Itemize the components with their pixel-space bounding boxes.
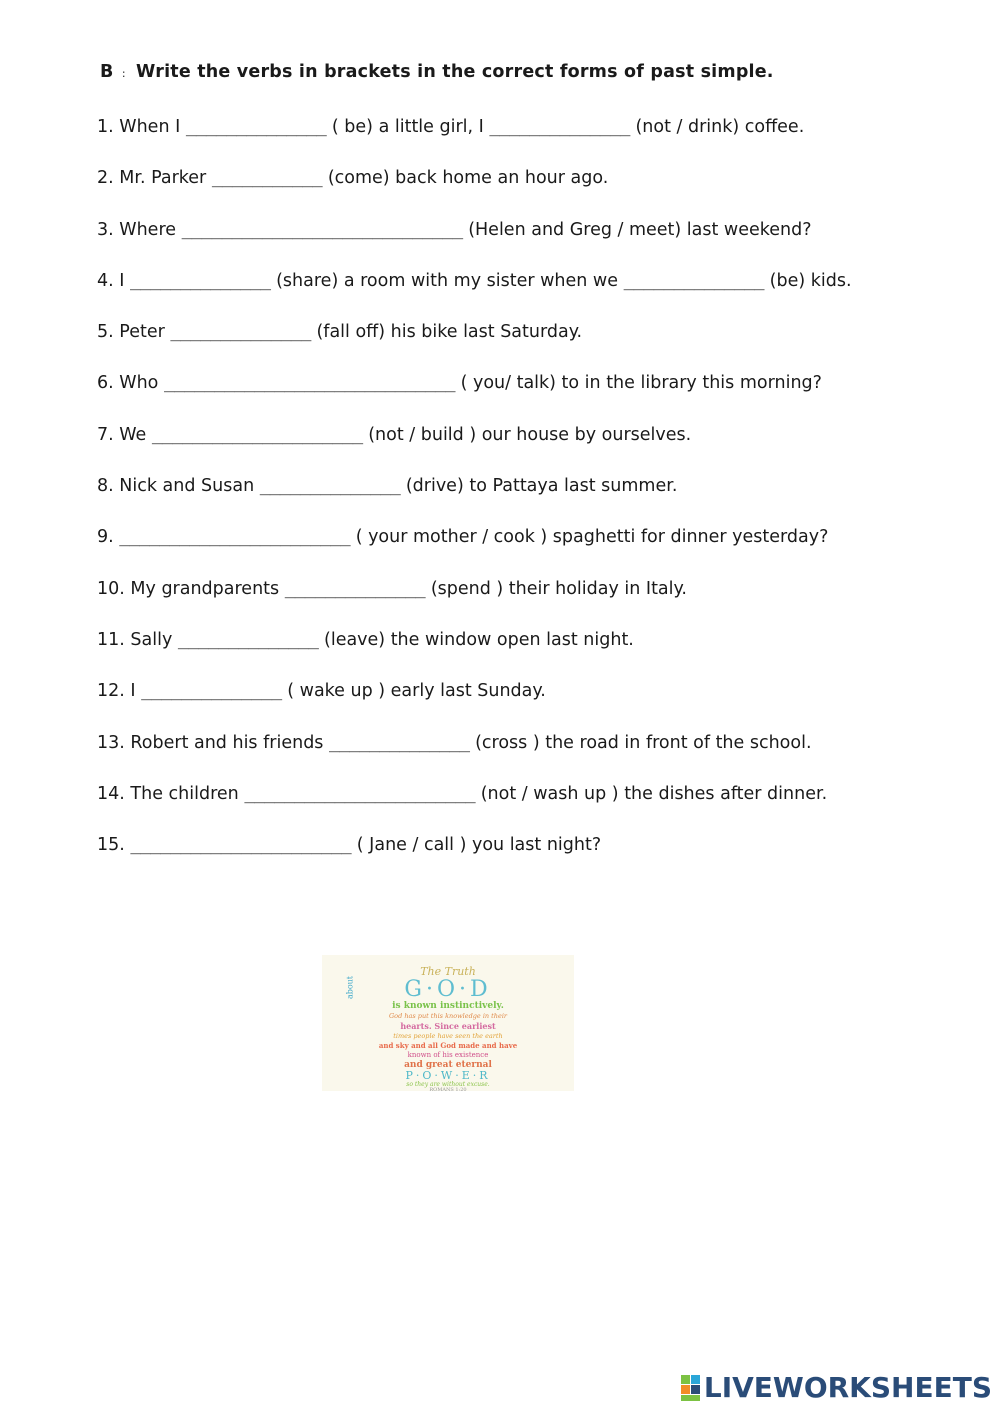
item-text: Peter xyxy=(119,322,171,343)
picture-line: ROMANS 1:20 xyxy=(429,1087,467,1091)
answer-blank[interactable]: ______________ xyxy=(141,681,282,702)
answer-blank[interactable]: _____________________ xyxy=(151,424,363,445)
exercise-item-8 xyxy=(97,472,977,523)
item-text: Who xyxy=(119,373,164,394)
item-number: 3. xyxy=(97,219,114,240)
answer-blank[interactable]: ______________ xyxy=(177,629,319,650)
item-text: (Helen and Greg / meet) last weekend? xyxy=(468,219,812,240)
item-text: I xyxy=(130,681,142,702)
picture-line: and sky and all God made and have xyxy=(378,1041,518,1050)
item-text: The children xyxy=(130,783,245,804)
item-text: (not / build ) our house by ourselves. xyxy=(368,424,692,445)
item-text: Sally xyxy=(130,629,178,650)
item-text: ( wake up ) early last Sunday. xyxy=(287,681,546,702)
answer-blank[interactable]: ______________ xyxy=(170,322,311,343)
item-text: (cross ) the road in front of the school. xyxy=(475,732,812,753)
picture-line: about xyxy=(345,975,355,1000)
item-text: Mr. Parker xyxy=(119,168,212,189)
exercise-item-3 xyxy=(97,216,977,267)
answer-blank[interactable]: ______________ xyxy=(489,117,630,137)
item-text: ( you/ talk) to in the library this morning? xyxy=(460,373,822,394)
item-number: 15. xyxy=(97,835,125,856)
picture-line: G·O·D xyxy=(404,977,492,1002)
answer-blank[interactable]: ______________ xyxy=(185,117,327,137)
item-number: 8. xyxy=(97,476,114,497)
picture-line: and great eternal xyxy=(404,1060,492,1070)
item-number: 4. xyxy=(97,270,114,291)
exercise-item-5 xyxy=(97,318,977,369)
answer-blank[interactable]: ______________________ xyxy=(130,835,352,856)
exercise-item-12 xyxy=(97,677,977,728)
item-text: My grandparents xyxy=(130,578,285,599)
item-number: 9. xyxy=(97,527,114,548)
item-text: (fall off) his bike last Saturday. xyxy=(316,322,583,343)
liveworksheets-badge-icon xyxy=(680,1373,702,1403)
picture-line: The Truth xyxy=(420,965,476,978)
exercise-item-11 xyxy=(97,626,977,677)
answer-blank[interactable]: _______________________ xyxy=(119,527,351,548)
exercise-item-9 xyxy=(97,523,977,574)
item-text: I xyxy=(119,270,131,291)
exercise-item-7 xyxy=(97,421,977,472)
answer-blank[interactable]: ______________ xyxy=(284,578,426,599)
exercise-item-10 xyxy=(97,575,977,626)
picture-line: P·O·W·E·R xyxy=(405,1069,491,1082)
item-number: 7. xyxy=(97,424,114,445)
picture-line: so they are without excuse. xyxy=(406,1081,490,1088)
exercise-list xyxy=(97,113,977,882)
item-text: Robert and his friends xyxy=(130,732,329,753)
exercise-item-14 xyxy=(97,780,977,831)
item-text: (not / drink) coffee. xyxy=(635,117,805,137)
exercise-heading xyxy=(100,62,774,82)
item-text: We xyxy=(119,424,152,445)
item-number: 12. xyxy=(97,681,125,702)
exercise-item-4 xyxy=(97,267,977,318)
heading-separator: : xyxy=(121,67,126,80)
answer-blank[interactable]: ______________ xyxy=(259,476,401,497)
item-text: (leave) the window open last night. xyxy=(324,629,634,650)
answer-blank[interactable]: ______________ xyxy=(328,732,470,753)
liveworksheets-logo xyxy=(680,1371,992,1405)
item-text: (come) back home an hour ago. xyxy=(327,168,609,189)
answer-blank[interactable]: ____________________________ xyxy=(181,219,463,240)
picture-line: God has put this knowledge in their xyxy=(388,1012,508,1020)
item-number: 2. xyxy=(97,168,114,189)
answer-blank[interactable]: ______________ xyxy=(623,270,765,291)
answer-blank[interactable]: ___________ xyxy=(211,168,323,189)
picture-line: is known instinctively. xyxy=(392,1001,504,1011)
item-text: (be) kids. xyxy=(769,270,852,291)
heading-text: Write the verbs in brackets in the correct forms of past simple. xyxy=(136,62,774,82)
answer-blank[interactable]: _____________________________ xyxy=(163,373,455,394)
exercise-item-13 xyxy=(97,729,977,780)
item-text: Where xyxy=(119,219,182,240)
item-number: 1. xyxy=(97,117,114,137)
item-text: (share) a room with my sister when we xyxy=(276,270,624,291)
item-text: When I xyxy=(119,117,186,137)
exercise-item-1 xyxy=(97,113,977,164)
item-number: 13. xyxy=(97,732,125,753)
item-text: (not / wash up ) the dishes after dinner. xyxy=(480,783,828,804)
item-text: (spend ) their holiday in Italy. xyxy=(430,578,687,599)
exercise-item-2 xyxy=(97,164,977,215)
item-number: 6. xyxy=(97,373,114,394)
item-number: 10. xyxy=(97,578,125,599)
picture-line: times people have seen the earth xyxy=(393,1032,503,1040)
answer-blank[interactable]: ______________ xyxy=(130,270,271,291)
item-text: ( your mother / cook ) spaghetti for dinner yesterday? xyxy=(355,527,829,548)
item-text: (drive) to Pattaya last summer. xyxy=(405,476,678,497)
exercise-item-6 xyxy=(97,369,977,420)
picture-line: known of his existence xyxy=(407,1051,489,1059)
item-number: 11. xyxy=(97,629,125,650)
item-number: 14. xyxy=(97,783,125,804)
item-text: Nick and Susan xyxy=(119,476,260,497)
logo-text: LIVEWORKSHEETS xyxy=(703,1371,992,1404)
picture-line: hearts. Since earliest xyxy=(400,1021,496,1031)
item-text: ( be) a little girl, I xyxy=(331,117,490,137)
item-number: 5. xyxy=(97,322,114,343)
answer-blank[interactable]: _______________________ xyxy=(244,783,476,804)
scripture-picture xyxy=(322,955,574,1091)
item-text: ( Jane / call ) you last night? xyxy=(356,835,602,856)
exercise-item-15 xyxy=(97,831,977,882)
heading-label: B xyxy=(100,62,114,82)
